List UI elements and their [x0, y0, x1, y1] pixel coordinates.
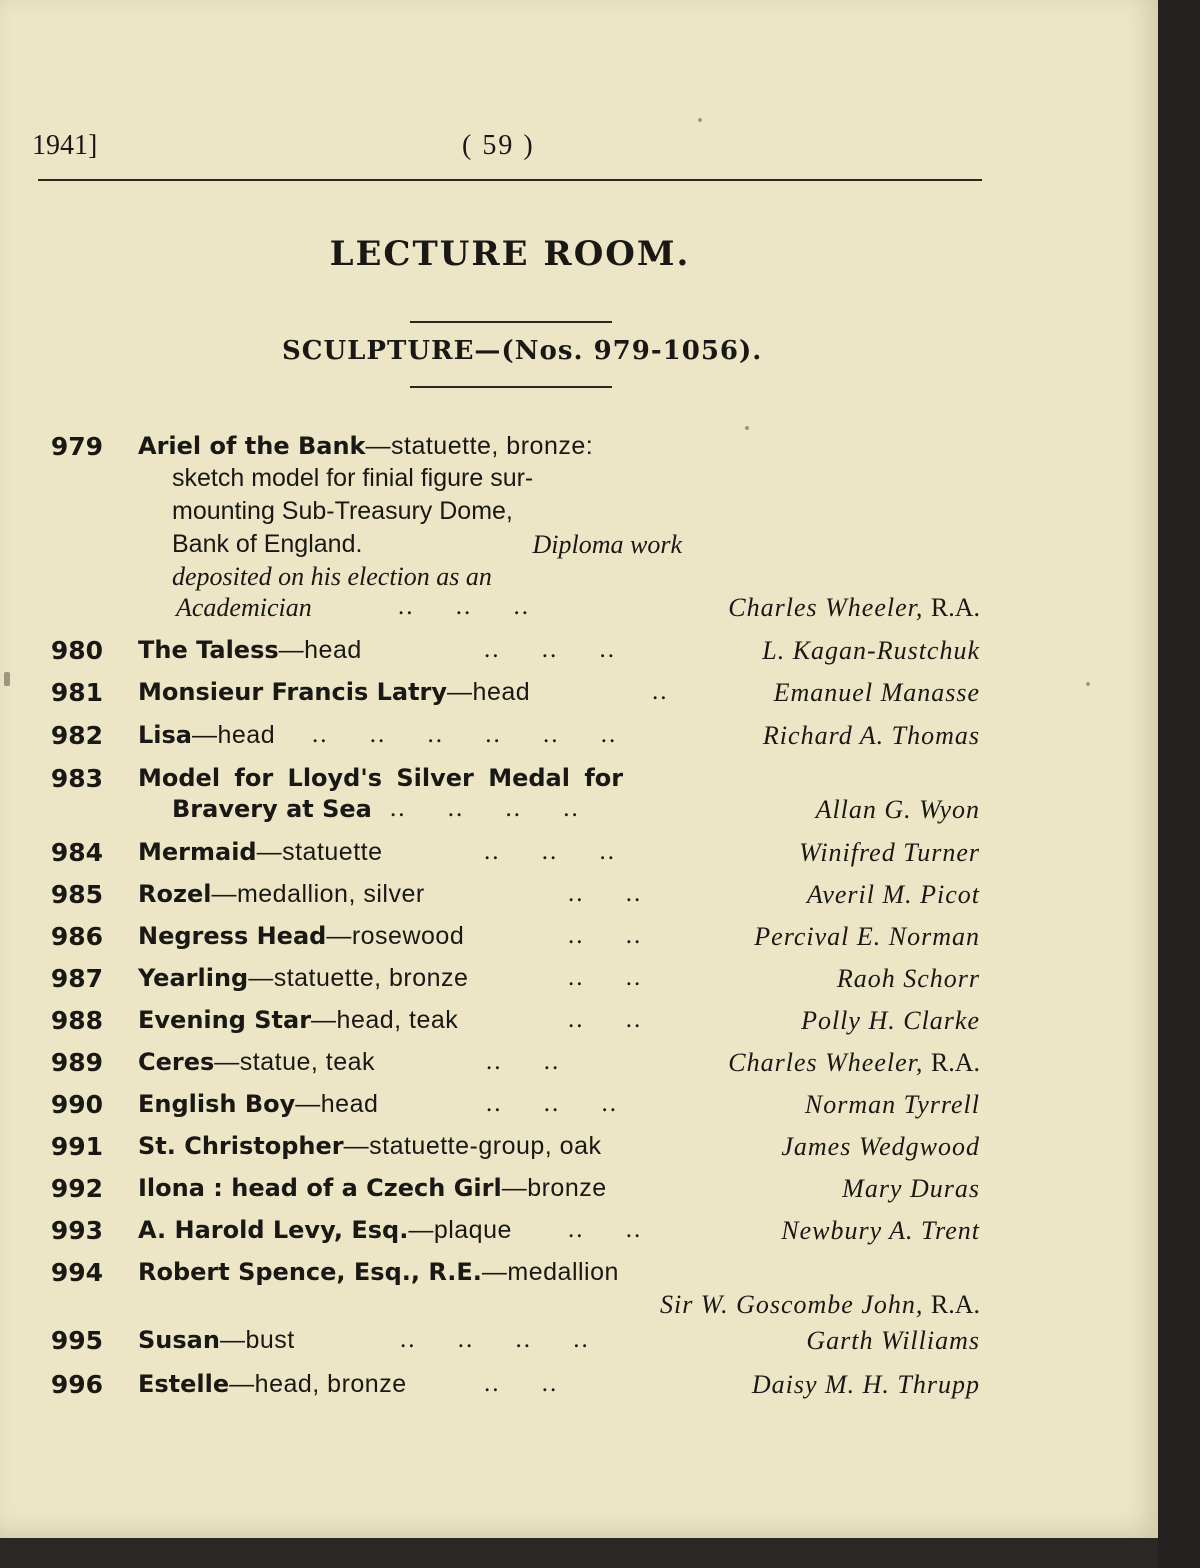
- leader-dot: ..: [568, 880, 585, 907]
- entry-first-line: [138, 721, 275, 750]
- entry-title: Susan: [138, 1326, 220, 1354]
- artist-suffix: R.A.: [930, 593, 980, 622]
- entry-description: —rosewood: [326, 922, 465, 950]
- leader-dots: [486, 1048, 560, 1076]
- entry-artist: [728, 593, 980, 623]
- section-rule-below: [410, 386, 612, 388]
- paper-speck: [698, 118, 702, 122]
- entry-first-line: [138, 1326, 295, 1355]
- leader-dots: [484, 838, 616, 866]
- entry-number: 980: [50, 636, 103, 665]
- artist-name: Charles Wheeler,: [728, 1048, 924, 1077]
- entry-first-line: [138, 1370, 407, 1399]
- leader-dot: ..: [486, 1090, 503, 1117]
- entry-title: Monsieur Francis Latry: [138, 678, 448, 706]
- entry-first-line: [138, 1048, 375, 1077]
- leader-dot: ..: [652, 678, 669, 705]
- entry-title: Estelle: [138, 1370, 230, 1398]
- entry-artist: Garth Williams: [806, 1326, 980, 1355]
- leader-dot: ..: [543, 1090, 561, 1117]
- entry-title: A. Harold Levy, Esq.: [138, 1216, 409, 1244]
- entry-first-line: [138, 1132, 602, 1161]
- leader-dot: ..: [568, 964, 585, 991]
- entry-continuation-line: deposited on his election as an: [172, 562, 492, 591]
- entry-description: —statuette, bronze: [248, 964, 469, 992]
- entry-number: 989: [50, 1048, 103, 1077]
- artist-name: Sir W. Goscombe John,: [659, 1290, 924, 1319]
- entry-title: Ariel of the Bank: [138, 432, 366, 460]
- leader-dots: [568, 880, 642, 908]
- entry-continuation-line: [172, 530, 682, 560]
- entry-artist: Daisy M. H. Thrupp: [751, 1370, 980, 1399]
- paper-speck: [1086, 682, 1090, 686]
- entry-number: 985: [50, 880, 103, 909]
- leader-dot: ..: [601, 1090, 618, 1117]
- entry-title: English Boy: [138, 1090, 296, 1118]
- leader-dots: [390, 795, 580, 823]
- leader-dots: [568, 922, 642, 950]
- entry-first-line: [138, 1006, 458, 1035]
- entry-title: Yearling: [138, 964, 249, 992]
- entry-description: —statuette-group, oak: [343, 1132, 602, 1160]
- entry-first-line: [138, 1090, 378, 1119]
- running-head-year: 1941]: [32, 130, 98, 161]
- leader-dot: ..: [625, 1006, 643, 1033]
- entry-description: —head: [447, 678, 531, 706]
- leader-dot: ..: [541, 838, 559, 865]
- entry-description: —head, bronze: [229, 1370, 407, 1398]
- leader-dot: ..: [568, 1216, 585, 1243]
- entry-number: 982: [50, 721, 103, 750]
- entry-first-line: [138, 678, 530, 707]
- entry-title: Model for Lloyd's Silver Medal for: [138, 764, 624, 792]
- leader-dot: ..: [543, 721, 560, 748]
- leader-dot: ..: [599, 636, 616, 663]
- entry-number: 990: [50, 1090, 103, 1119]
- entry-artist: Percival E. Norman: [754, 922, 980, 951]
- leader-dot: ..: [568, 1006, 585, 1033]
- entry-artist: [728, 1048, 980, 1078]
- entry-artist: James Wedgwood: [781, 1132, 980, 1161]
- page-bottom-edge: [0, 1538, 1158, 1568]
- entry-number: 993: [50, 1216, 103, 1245]
- room-title: LECTURE ROOM.: [329, 234, 691, 274]
- entry-number: 986: [50, 922, 103, 951]
- entry-first-line: [138, 838, 383, 867]
- entry-artist: L. Kagan-Rustchuk: [762, 636, 980, 665]
- entry-artist: Winifred Turner: [799, 838, 980, 867]
- entry-artist: [660, 1290, 980, 1320]
- entry-title: Lisa: [138, 721, 192, 749]
- leader-dot: ..: [486, 1048, 503, 1075]
- entry-artist: Richard A. Thomas: [762, 721, 980, 750]
- leader-dot: ..: [455, 593, 473, 620]
- entry-description: —head: [192, 721, 276, 749]
- entry-artist: Raoh Schorr: [836, 964, 980, 993]
- entry-first-line: [138, 1174, 607, 1203]
- artist-suffix: R.A.: [930, 1290, 980, 1319]
- entry-number: 988: [50, 1006, 103, 1035]
- entry-title: Ilona : head of a Czech Girl: [138, 1174, 502, 1202]
- entry-artist: Newbury A. Trent: [781, 1216, 980, 1245]
- entry-title: Bravery at Sea: [172, 795, 372, 823]
- leader-dot: ..: [573, 1326, 590, 1353]
- leader-dot: ..: [625, 922, 643, 949]
- leader-dots: [568, 1006, 642, 1034]
- leader-dot: ..: [625, 1216, 643, 1243]
- entry-number: 995: [50, 1326, 103, 1355]
- leader-dots: [398, 593, 530, 621]
- entry-artist: Averil M. Picot: [806, 880, 980, 909]
- entry-number: 979: [50, 432, 103, 461]
- leader-dot: ..: [563, 795, 580, 822]
- entry-description: —head: [278, 636, 362, 664]
- entry-number: 981: [50, 678, 103, 707]
- leader-dot: ..: [312, 721, 329, 748]
- section-title: SCULPTURE—(Nos. 979-1056).: [282, 336, 763, 366]
- entry-title: St. Christopher: [138, 1132, 344, 1160]
- entry-first-line: [138, 764, 623, 793]
- leader-dot: ..: [369, 721, 387, 748]
- entry-description: —head, teak: [311, 1006, 459, 1034]
- entry-description: —statuette, bronze:: [365, 432, 594, 460]
- running-head-page-number: ( 59 ): [462, 130, 535, 161]
- leader-dots: [568, 964, 642, 992]
- leader-dot: ..: [484, 636, 501, 663]
- entry-continuation-text: Academician: [176, 593, 312, 622]
- entry-title: Robert Spence, Esq., R.E.: [138, 1258, 482, 1286]
- book-binding: [1158, 0, 1200, 1568]
- entry-first-line: [138, 1258, 619, 1287]
- leader-dot: ..: [515, 1326, 532, 1353]
- entry-title: Evening Star: [138, 1006, 312, 1034]
- entry-first-line: [138, 880, 425, 909]
- entry-first-line: [138, 1216, 512, 1245]
- leader-dot: ..: [447, 795, 465, 822]
- leader-dot: ..: [625, 964, 643, 991]
- entry-first-line: [138, 432, 593, 461]
- leader-dots: [484, 1370, 558, 1398]
- leader-dot: ..: [599, 838, 616, 865]
- entry-number: 991: [50, 1132, 103, 1161]
- entry-description: —bronze: [501, 1174, 607, 1202]
- entry-title: Rozel: [138, 880, 212, 908]
- leader-dot: ..: [390, 795, 407, 822]
- leader-dot: ..: [485, 721, 502, 748]
- leader-dot: ..: [484, 838, 501, 865]
- leader-dots: [400, 1326, 590, 1354]
- entry-number: 994: [50, 1258, 103, 1287]
- entry-continuation-line: sketch model for finial figure sur-: [172, 464, 534, 492]
- entry-number: 996: [50, 1370, 103, 1399]
- leader-dot: ..: [513, 593, 530, 620]
- section-rule-above: [410, 321, 612, 323]
- entry-continuation-line: mounting Sub-Treasury Dome,: [172, 497, 513, 525]
- entry-artist: Polly H. Clarke: [801, 1006, 980, 1035]
- entry-title: Negress Head: [138, 922, 327, 950]
- entry-first-line: [138, 964, 468, 993]
- leader-dot: ..: [541, 1370, 559, 1397]
- entry-title: The Taless: [138, 636, 279, 664]
- entry-description: —head: [295, 1090, 379, 1118]
- entry-description: —plaque: [408, 1216, 512, 1244]
- entry-number: 987: [50, 964, 103, 993]
- leader-dots: [486, 1090, 618, 1118]
- entry-artist: Norman Tyrrell: [804, 1090, 980, 1119]
- leader-dot: ..: [427, 721, 444, 748]
- entry-number: 984: [50, 838, 103, 867]
- paper-speck: [4, 672, 10, 686]
- leader-dot: ..: [625, 880, 643, 907]
- leader-dot: ..: [600, 721, 618, 748]
- leader-dot: ..: [568, 922, 585, 949]
- leader-dot: ..: [484, 1370, 501, 1397]
- leader-dots: [484, 636, 616, 664]
- entry-continuation-text: Bank of England.: [172, 530, 363, 558]
- entry-artist: Emanuel Manasse: [773, 678, 980, 707]
- leader-dots: [568, 1216, 642, 1244]
- leader-dot: ..: [400, 1326, 417, 1353]
- entry-first-line: [138, 922, 464, 951]
- entry-description: —statuette: [256, 838, 383, 866]
- entry-description: —statue, teak: [214, 1048, 376, 1076]
- entry-artist: Mary Duras: [842, 1174, 980, 1203]
- leader-dot: ..: [457, 1326, 475, 1353]
- entry-description: —bust: [219, 1326, 295, 1354]
- entry-artist: Allan G. Wyon: [815, 795, 980, 824]
- leader-dot: ..: [541, 636, 559, 663]
- entry-continuation-text: Diploma work: [532, 530, 682, 559]
- artist-suffix: R.A.: [930, 1048, 980, 1077]
- artist-name: Charles Wheeler,: [728, 593, 924, 622]
- entry-title: Ceres: [138, 1048, 215, 1076]
- leader-dot: ..: [543, 1048, 561, 1075]
- paper-speck: [745, 426, 749, 430]
- leader-dot: ..: [505, 795, 522, 822]
- entry-first-line: [138, 636, 362, 665]
- entry-number: 992: [50, 1174, 103, 1203]
- header-rule: [38, 179, 982, 181]
- leader-dot: ..: [398, 593, 415, 620]
- entry-title-continuation: [172, 795, 372, 824]
- entry-description: —medallion, silver: [211, 880, 425, 908]
- entry-description: —medallion: [481, 1258, 619, 1286]
- leader-dots: [652, 678, 669, 706]
- entry-title: Mermaid: [138, 838, 257, 866]
- entry-number: 983: [50, 764, 103, 793]
- leader-dots: [312, 721, 617, 749]
